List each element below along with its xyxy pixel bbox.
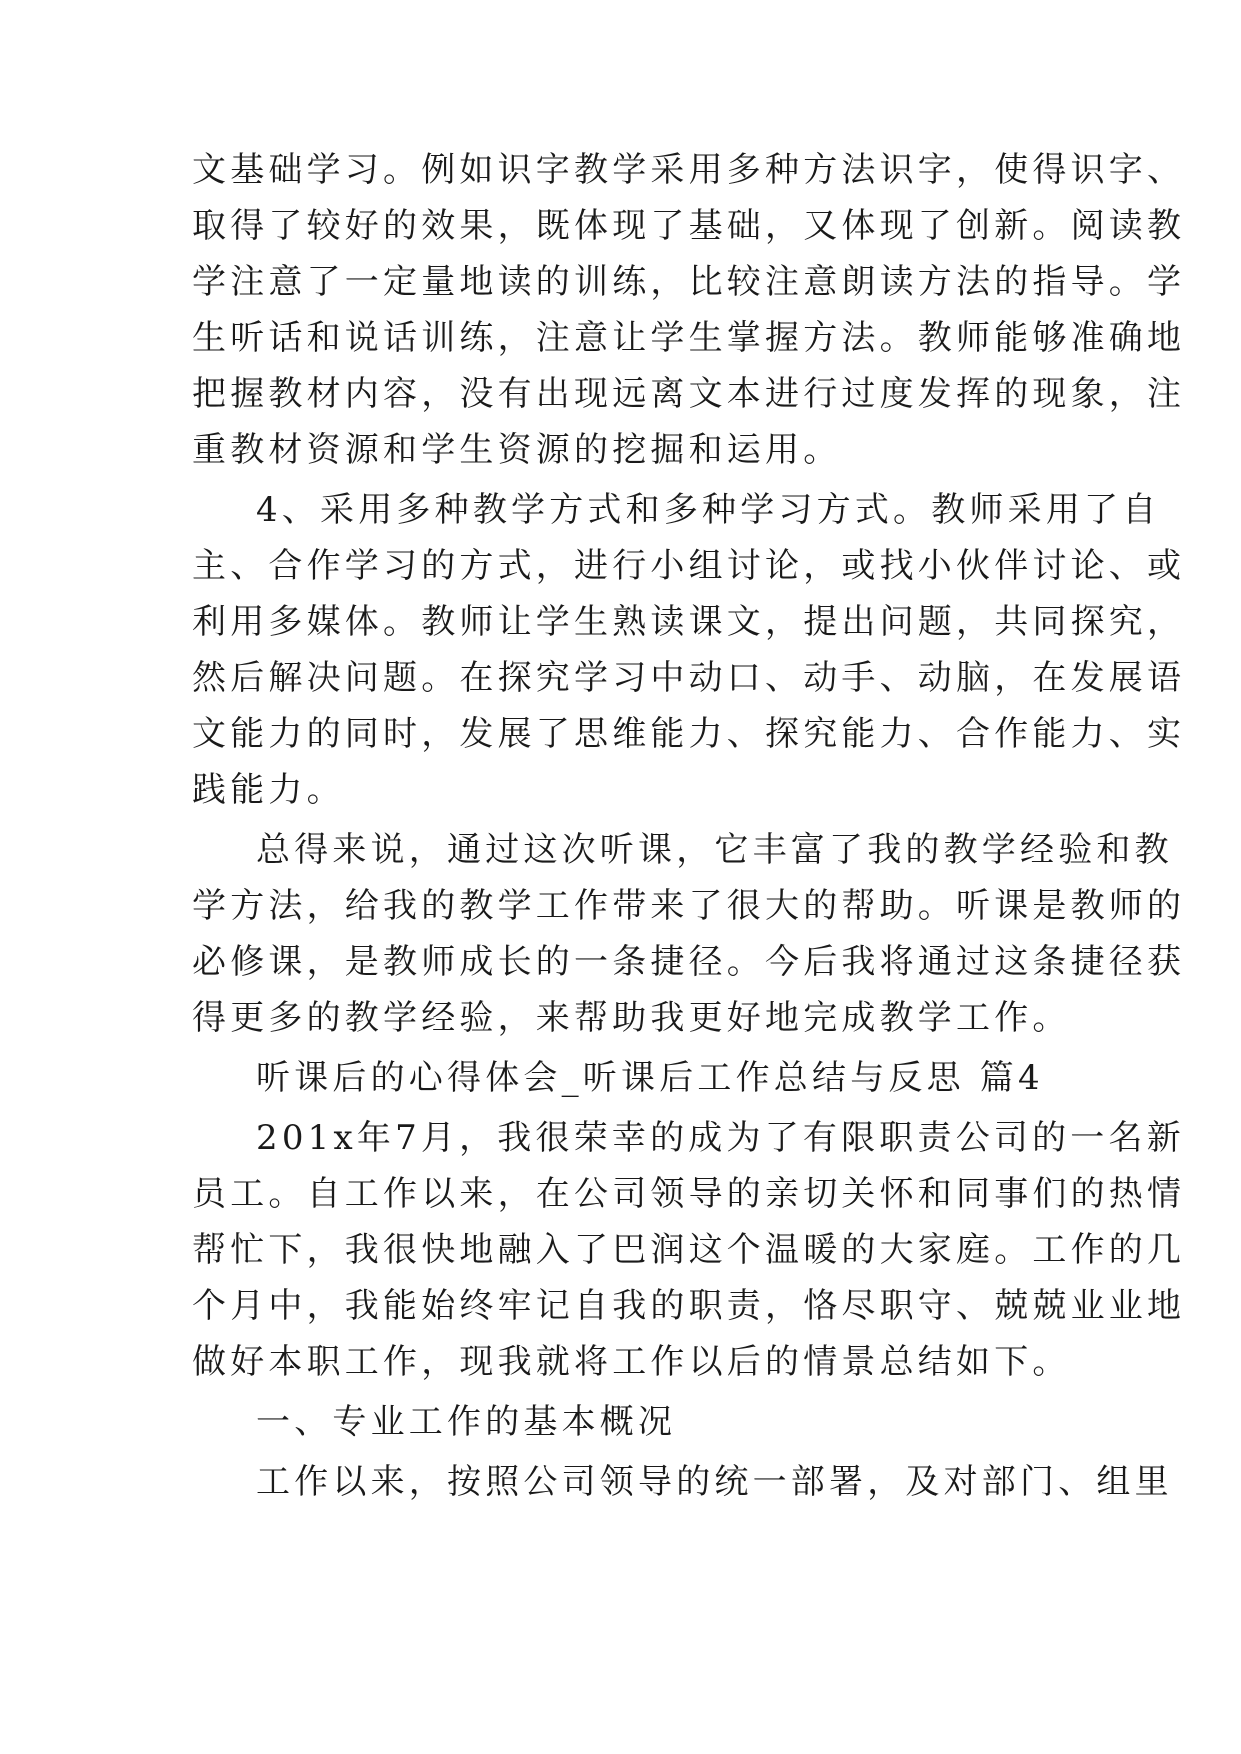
text-line: 然后解决问题。在探究学习中动口、动手、动脑，在发展语 (192, 658, 1186, 698)
subsection-heading: 一、专业工作的基本概况 (256, 1402, 677, 1442)
text-line: 文基础学习。例如识字教学采用多种方法识字，使得识字、 (192, 150, 1186, 190)
text-line: 重教材资源和学生资源的挖掘和运用。 (192, 430, 842, 470)
text-line: 文能力的同时，发展了思维能力、探究能力、合作能力、实 (192, 714, 1186, 754)
text-line: 201x年7月，我很荣幸的成为了有限职责公司的一名新 (256, 1118, 1185, 1158)
text-line: 主、合作学习的方式，进行小组讨论，或找小伙伴讨论、或 (192, 546, 1186, 586)
text-line: 取得了较好的效果，既体现了基础，又体现了创新。阅读教 (192, 206, 1186, 246)
section-heading: 听课后的心得体会_听课后工作总结与反思 篇4 (256, 1058, 1044, 1098)
text-line: 学注意了一定量地读的训练，比较注意朗读方法的指导。学 (192, 262, 1186, 302)
text-line: 帮忙下，我很快地融入了巴润这个温暖的大家庭。工作的几 (192, 1230, 1186, 1270)
text-line: 总得来说，通过这次听课，它丰富了我的教学经验和教 (256, 830, 1173, 870)
text-line: 必修课，是教师成长的一条捷径。今后我将通过这条捷径获 (192, 942, 1186, 982)
text-line: 生听话和说话训练，注意让学生掌握方法。教师能够准确地 (192, 318, 1186, 358)
text-line: 得更多的教学经验，来帮助我更好地完成教学工作。 (192, 998, 1071, 1038)
text-line: 员工。自工作以来，在公司领导的亲切关怀和同事们的热情 (192, 1174, 1186, 1214)
text-line: 利用多媒体。教师让学生熟读课文，提出问题，共同探究， (192, 602, 1186, 642)
text-line: 个月中，我能始终牢记自我的职责，恪尽职守、兢兢业业地 (192, 1286, 1186, 1326)
text-line: 把握教材内容，没有出现远离文本进行过度发挥的现象，注 (192, 374, 1186, 414)
text-line: 做好本职工作，现我就将工作以后的情景总结如下。 (192, 1342, 1071, 1382)
text-line: 工作以来，按照公司领导的统一部署，及对部门、组里 (256, 1462, 1173, 1502)
text-line: 践能力。 (192, 770, 345, 810)
text-line: 4、采用多种教学方式和多种学习方式。教师采用了自 (256, 490, 1161, 530)
text-line: 学方法，给我的教学工作带来了很大的帮助。听课是教师的 (192, 886, 1186, 926)
